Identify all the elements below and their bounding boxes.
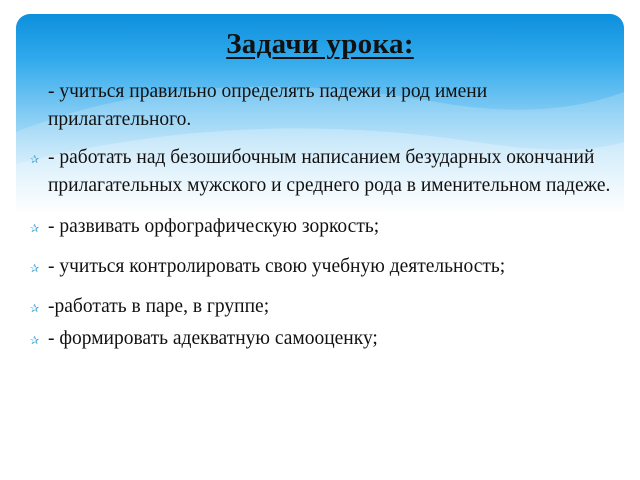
task-item (30, 213, 620, 241)
task-text: - работать над безошибочным написанием безударных окончаний прилагательных мужского и среднего рода в именительном падеже. (48, 147, 611, 196)
slide-title: Задачи урока: (226, 28, 414, 60)
task-text: - формировать адекватную самооценку; (48, 328, 378, 349)
task-text: - учиться контролировать свою учебную деятельность; (48, 256, 506, 277)
task-item (30, 144, 620, 200)
bullet-icon: ✰ (30, 262, 40, 275)
task-item (30, 253, 620, 281)
task-text: - развивать орфографическую зоркость; (48, 216, 380, 237)
task-text: -работать в паре, в группе; (48, 296, 270, 317)
bullet-icon: ✰ (30, 334, 40, 347)
bullet-icon: ✰ (30, 153, 40, 166)
bullet-icon: ✰ (30, 302, 40, 315)
task-text: - учиться правильно определять падежи и род имени прилагательного. (48, 81, 488, 130)
bullet-icon: ✰ (30, 222, 40, 235)
task-item (30, 78, 620, 134)
task-item (30, 325, 620, 353)
task-list (30, 78, 620, 353)
task-item (30, 293, 620, 321)
